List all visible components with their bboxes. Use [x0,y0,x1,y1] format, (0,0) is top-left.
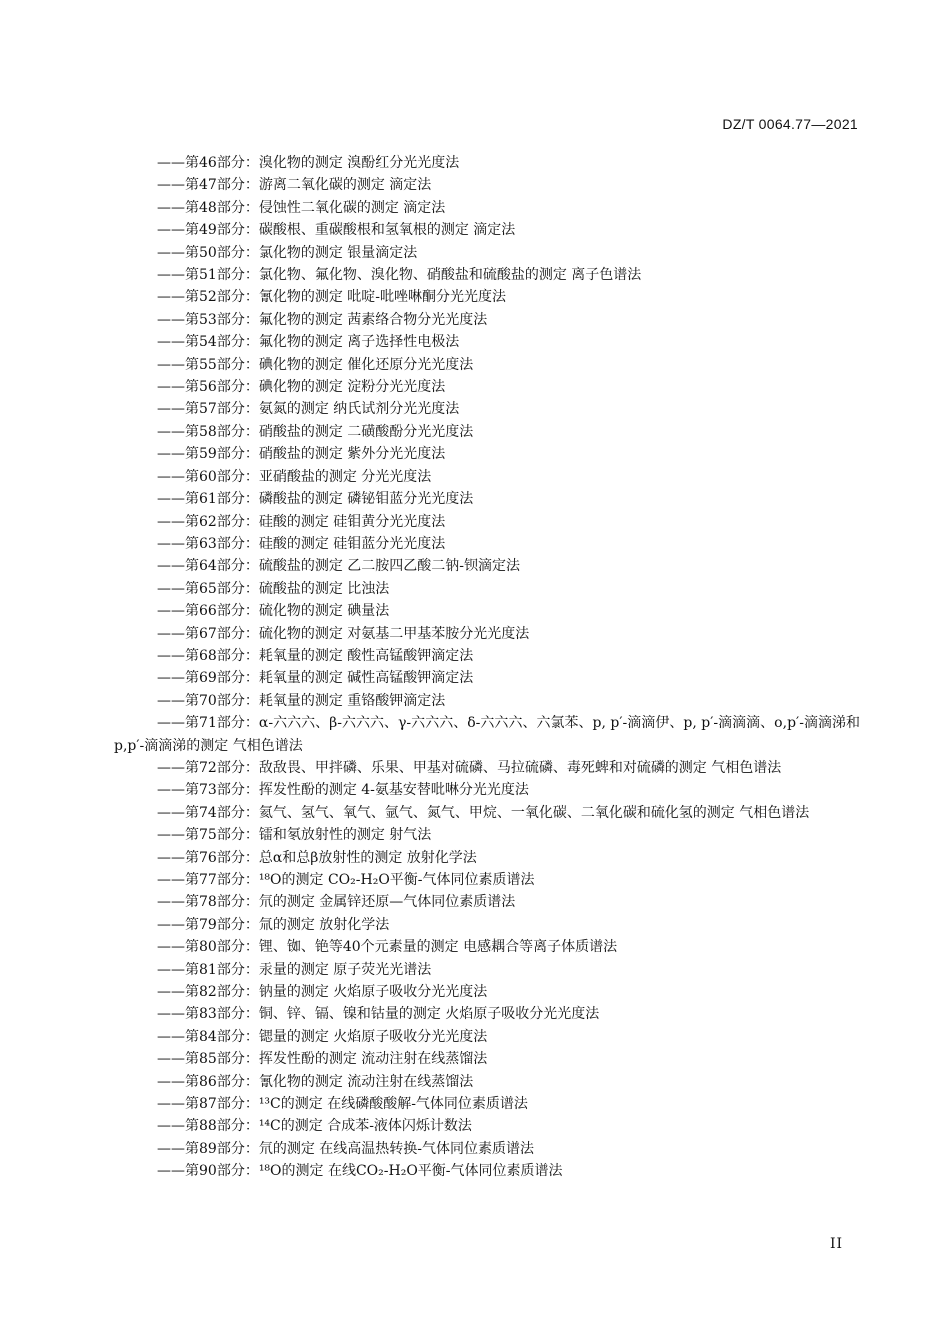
part-item: ——第52部分：氰化物的测定 吡啶-吡唑啉酮分光光度法 [157,289,506,306]
page-number: II [829,1236,843,1252]
part-item: ——第56部分：碘化物的测定 淀粉分光光度法 [157,379,446,396]
part-item: ——第90部分：¹⁸O的测定 在线CO₂-H₂O平衡-气体同位素质谱法 [157,1163,563,1180]
part-item: ——第64部分：硫酸盐的测定 乙二胺四乙酸二钠-钡滴定法 [157,558,520,575]
part-item: ——第83部分：铜、锌、镉、镍和钴量的测定 火焰原子吸收分光光度法 [157,1006,600,1023]
part-item: ——第84部分：锶量的测定 火焰原子吸收分光光度法 [157,1028,488,1045]
part-item: ——第57部分：氨氮的测定 纳氏试剂分光光度法 [157,401,460,418]
part-item: ——第46部分：溴化物的测定 溴酚红分光光度法 [157,155,460,171]
part-item: ——第47部分：游离二氧化碳的测定 滴定法 [157,177,432,194]
part-item: ——第89部分：氘的测定 在线高温热转换-气体同位素质谱法 [157,1140,534,1157]
part-item: ——第76部分：总α和总β放射性的测定 放射化学法 [157,849,477,866]
part-item: ——第63部分：硅酸的测定 硅钼蓝分光光度法 [157,535,446,552]
part-item: ——第65部分：硫酸盐的测定 比浊法 [157,580,390,597]
part-item: ——第78部分：氘的测定 金属锌还原—气体同位素质谱法 [157,894,516,911]
part-item: ——第66部分：硫化物的测定 碘量法 [157,603,390,620]
part-item: ——第61部分：磷酸盐的测定 磷铋钼蓝分光光度法 [157,491,474,508]
part-item: ——第85部分：挥发性酚的测定 流动注射在线蒸馏法 [157,1051,488,1068]
part-item: ——第60部分：亚硝酸盐的测定 分光光度法 [157,468,432,485]
part-item: ——第55部分：碘化物的测定 催化还原分光光度法 [157,356,474,373]
part-item: ——第73部分：挥发性酚的测定 4-氨基安替吡啉分光光度法 [157,782,529,799]
part-item: ——第82部分：钠量的测定 火焰原子吸收分光光度法 [157,984,488,1001]
part-item: ——第88部分：¹⁴C的测定 合成苯-液体闪烁计数法 [157,1118,472,1135]
part-item: ——第87部分：¹³C的测定 在线磷酸酸解-气体同位素质谱法 [157,1096,528,1113]
part-item: ——第50部分：氯化物的测定 银量滴定法 [157,244,418,261]
part-item: ——第70部分：耗氧量的测定 重铬酸钾滴定法 [157,692,446,709]
part-item: ——第74部分：氦气、氢气、氧气、氩气、氮气、甲烷、一氧化碳、二氧化碳和硫化氢的测定 气相色谱法 [157,804,810,821]
part-item: ——第80部分：锂、铷、铯等40个元素量的测定 电感耦合等离子体质谱法 [157,939,618,956]
part-item: ——第86部分：氰化物的测定 流动注射在线蒸馏法 [157,1073,474,1090]
document-code: DZ/T 0064.77—2021 [722,116,858,132]
part-item: ——第58部分：硝酸盐的测定 二磺酸酚分光光度法 [157,423,474,440]
part-item: ——第72部分：敌敌畏、甲拌磷、乐果、甲基对硫磷、马拉硫磷、毒死蜱和对硫磷的测定 气相色谱法 [157,759,782,776]
part-item: ——第68部分：耗氧量的测定 酸性高锰酸钾滴定法 [157,647,474,664]
part-item: ——第51部分：氯化物、氟化物、溴化物、硝酸盐和硫酸盐的测定 离子色谱法 [157,267,642,284]
part-item: ——第54部分：氟化物的测定 离子选择性电极法 [157,334,460,351]
part-item: ——第81部分：汞量的测定 原子荧光光谱法 [157,961,432,978]
part-item: ——第48部分：侵蚀性二氧化碳的测定 滴定法 [157,199,446,216]
standard-parts-list [114,152,860,1183]
part-item: ——第62部分：硅酸的测定 硅钼黄分光光度法 [157,513,446,530]
part-item: ——第53部分：氟化物的测定 茜素络合物分光光度法 [157,311,488,328]
part-item: ——第77部分：¹⁸O的测定 CO₂-H₂O平衡-气体同位素质谱法 [157,872,535,888]
part-item: ——第67部分：硫化物的测定 对氨基二甲基苯胺分光光度法 [157,625,530,642]
part-item: ——第69部分：耗氧量的测定 碱性高锰酸钾滴定法 [157,670,474,687]
part-item: ——第49部分：碳酸根、重碳酸根和氢氧根的测定 滴定法 [157,222,516,239]
part-item: ——第59部分：硝酸盐的测定 紫外分光光度法 [157,446,446,463]
part-item: ——第71部分：α-六六六、β-六六六、γ-六六六、δ-六六六、六氯苯、p, p′-滴滴伊、p, p′-滴滴滴、o,p′-滴滴涕和p,p′-滴滴涕的测定 气相色谱法 [114,715,860,754]
part-item: ——第79部分：氚的测定 放射化学法 [157,916,390,933]
part-item: ——第75部分：镭和氡放射性的测定 射气法 [157,827,432,844]
